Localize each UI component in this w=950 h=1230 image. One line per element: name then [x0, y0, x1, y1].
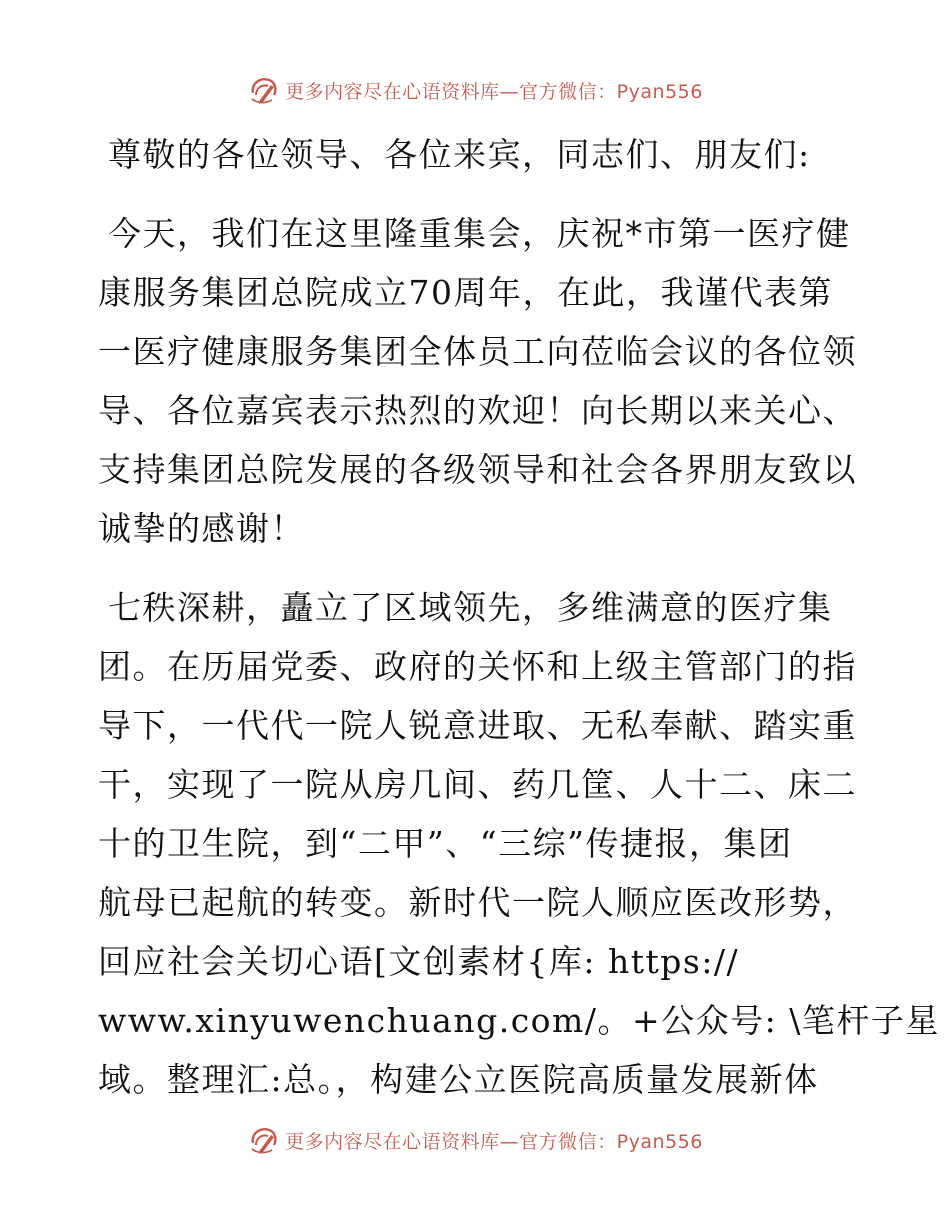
paragraph-line: 支持集团总院发展的各级领导和社会各界朋友致以 — [98, 450, 857, 489]
greeting-line: 尊敬的各位领导、各位来宾，同志们、朋友们: — [108, 135, 811, 174]
paragraph-line: 回应社会关切心语[文创素材{库: https:// — [98, 942, 740, 981]
document-body — [98, 125, 940, 1109]
footer-banner-text: 更多内容尽在心语资料库—官方微信：Pyan556 — [285, 1130, 703, 1153]
paragraph-line: 诚挚的感谢！ — [98, 509, 305, 548]
paragraph-line: 导下，一代代一院人锐意进取、无私奉献、踏实重 — [98, 706, 857, 745]
pen-swirl-logo-icon — [247, 73, 281, 107]
paragraph-line: www.xinyuwenchuang.com/。+公众号: \笔杆子星 — [98, 1001, 940, 1040]
paragraph-line: 一医疗健康服务集团全体员工向莅临会议的各位领 — [98, 332, 857, 371]
paragraph-line: 今天，我们在这里隆重集会，庆祝*市第一医疗健 — [108, 214, 851, 253]
paragraph-line: 导、各位嘉宾表示热烈的欢迎！向长期以来关心、 — [98, 391, 857, 430]
pen-swirl-logo-icon — [247, 1123, 281, 1157]
paragraph-2 — [98, 578, 940, 1109]
paragraph-line: 干，实现了一院从房几间、药几筐、人十二、床二 — [98, 765, 857, 804]
paragraph-line: 团。在历届党委、政府的关怀和上级主管部门的指 — [98, 647, 857, 686]
paragraph-line: 康服务集团总院成立70周年，在此，我谨代表第 — [98, 273, 833, 312]
paragraph-line: 十的卫生院，到“二甲”、“三综”传捷报，集团 — [98, 824, 793, 863]
paragraph-1 — [98, 204, 858, 558]
paragraph-line: 域。整理汇:总。，构建公立医院高质量发展新体 — [98, 1060, 819, 1099]
paragraph-line: 七秩深耕，矗立了区域领先，多维满意的医疗集 — [108, 588, 833, 627]
paragraph-line: 航母已起航的转变。新时代一院人顺应医改形势， — [98, 883, 857, 922]
footer-banner — [0, 1120, 950, 1160]
header-banner — [0, 70, 950, 110]
header-banner-text: 更多内容尽在心语资料库—官方微信：Pyan556 — [285, 80, 703, 103]
